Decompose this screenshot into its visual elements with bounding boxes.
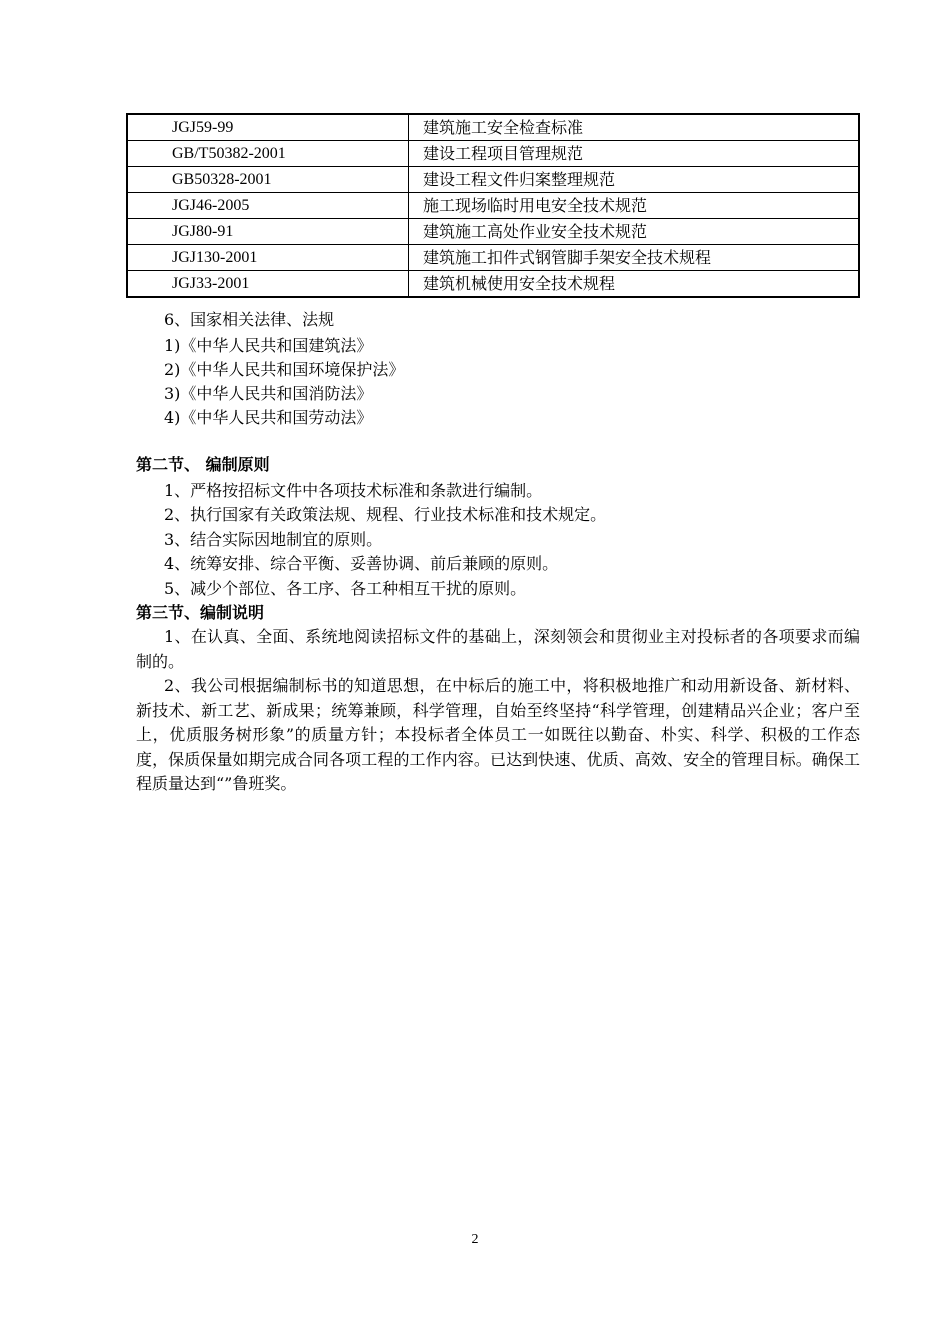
standard-name: 建筑施工高处作业安全技术规范 [409, 219, 860, 245]
section2-title: 第二节、 编制原则 [136, 455, 270, 474]
standards-table [126, 113, 860, 298]
standard-code: GB50328-2001 [127, 167, 409, 193]
standard-code: JGJ33-2001 [127, 271, 409, 298]
principle-item: 1、严格按招标文件中各项技术标准和条款进行编制。 [164, 481, 543, 500]
table-row [127, 114, 859, 141]
table-row [127, 245, 859, 271]
table-row [127, 141, 859, 167]
principle-item: 5、减少个部位、各工序、各工种相互干扰的原则。 [164, 579, 527, 598]
law-item: 4)《中华人民共和国劳动法》 [164, 408, 373, 427]
section3-paragraph-2: 2、我公司根据编制标书的知道思想，在中标后的施工中，将积极地推广和动用新设备、新材料、新技术、新工艺、新成果；统筹兼顾，科学管理，自始至终坚持“科学管理，创建精品兴企业；客户至上，优质服务树形象”的质量方针；本投标者全体员工一如既往以勤奋、朴实、科学、积极的工作态度，保质保量如期完成合同各项工程的工作内容。已达到快速、优质、高效、安全的管理目标。确保工程质量达到“”鲁班奖。 [136, 676, 860, 793]
law-item: 2)《中华人民共和国环境保护法》 [164, 360, 405, 379]
principle-item: 3、结合实际因地制宜的原则。 [164, 530, 383, 549]
table-row [127, 271, 859, 298]
standard-code: GB/T50382-2001 [127, 141, 409, 167]
table-row [127, 193, 859, 219]
standard-code: JGJ46-2005 [127, 193, 409, 219]
section3-paragraph-1: 1、在认真、全面、系统地阅读招标文件的基础上，深刻领会和贯彻业主对投标者的各项要求而编制的。 [136, 627, 860, 671]
principle-item: 4、统筹安排、综合平衡、妥善协调、前后兼顾的原则。 [164, 554, 559, 573]
standard-code: JGJ59-99 [127, 114, 409, 141]
laws-heading: 6、国家相关法律、法规 [164, 310, 335, 329]
page-number: 2 [471, 1232, 479, 1247]
standard-name: 施工现场临时用电安全技术规范 [409, 193, 860, 219]
standard-name: 建筑施工扣件式钢管脚手架安全技术规程 [409, 245, 860, 271]
standard-name: 建筑施工安全检查标准 [409, 114, 860, 141]
law-item: 1)《中华人民共和国建筑法》 [164, 336, 373, 355]
standard-code: JGJ130-2001 [127, 245, 409, 271]
standard-code: JGJ80-91 [127, 219, 409, 245]
standard-name: 建设工程文件归案整理规范 [409, 167, 860, 193]
section3-title: 第三节、编制说明 [136, 603, 265, 622]
table-row [127, 167, 859, 193]
standard-name: 建筑机械使用安全技术规程 [409, 271, 860, 298]
table-row [127, 219, 859, 245]
standard-name: 建设工程项目管理规范 [409, 141, 860, 167]
law-item: 3)《中华人民共和国消防法》 [164, 384, 373, 403]
principle-item: 2、执行国家有关政策法规、规程、行业技术标准和技术规定。 [164, 505, 607, 524]
